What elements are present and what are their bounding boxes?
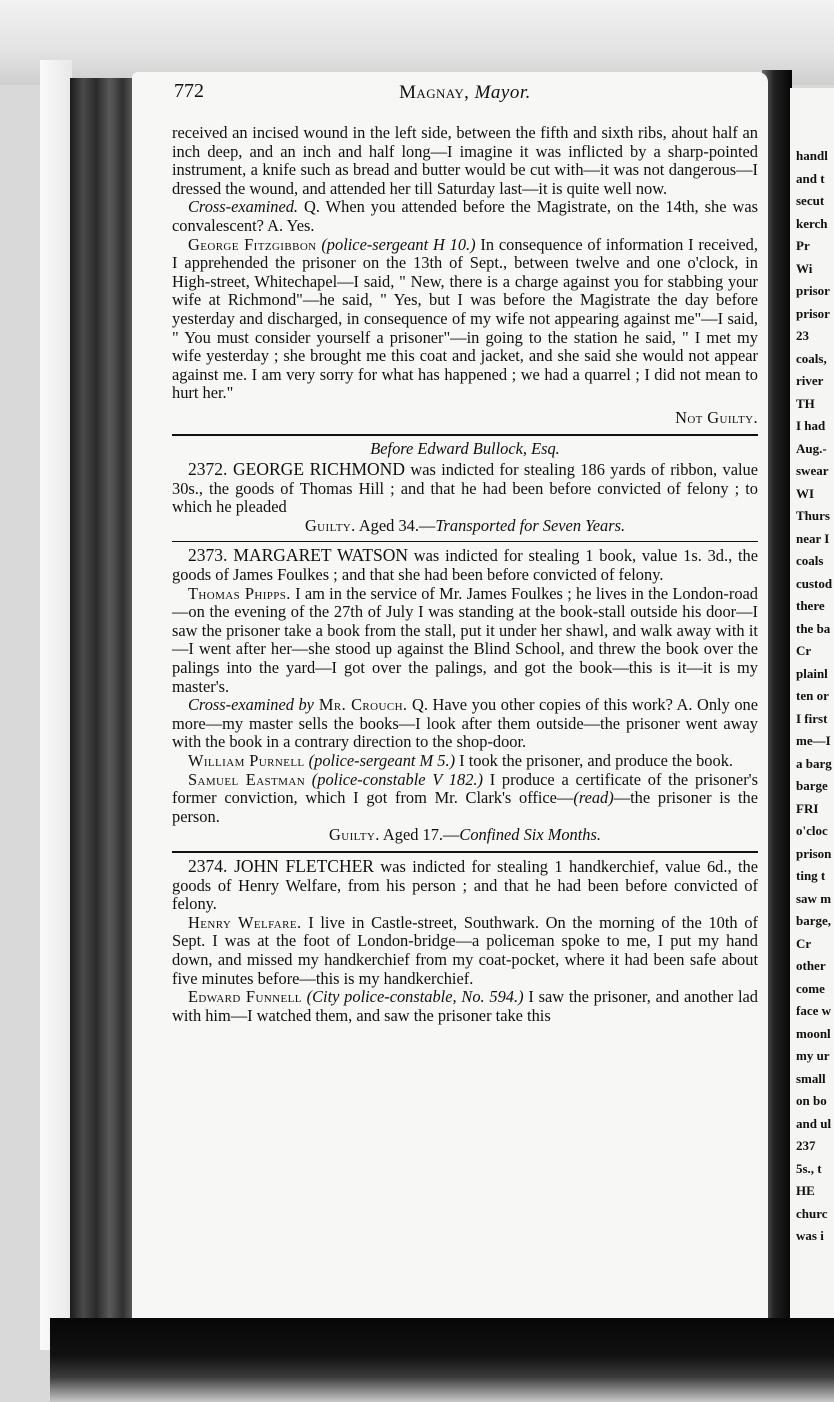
paragraph-funnell <box>172 988 758 1025</box>
case-2373-indictment: was indicted for stealing 1 book, value 1s. 3d., the goods of James Foulkes ; and that she had been before convicted of felony. <box>172 546 758 585</box>
next-page-line-fragment: come <box>796 980 825 996</box>
next-page-line-fragment: secut <box>796 193 825 208</box>
next-page-line-fragment: was i <box>796 1228 824 1243</box>
next-page-line-fragment: swear <box>796 463 829 478</box>
next-page-line-fragment: o'cloc <box>796 823 828 838</box>
left-page-edge <box>40 60 72 1350</box>
next-page-line-fragment: WI <box>796 485 815 501</box>
cross-examination-text: Q. Have you other copies of this work? A. Only one more—my master sells the books—I look after them outside—the prisoner went away with the book in a contrary direction to the shop-door. <box>172 695 759 752</box>
paragraph-eastman <box>172 771 758 827</box>
next-page-line-fragment: a barg <box>796 755 832 771</box>
case-2373-verdict <box>172 826 758 845</box>
witness-role: (police-sergeant H 10.) <box>321 234 476 254</box>
case-2374-heading: 2374. JOHN FLETCHER <box>188 855 374 876</box>
running-title-office: Mayor. <box>474 82 531 103</box>
next-page-line-fragment: custod <box>796 575 833 591</box>
cross-examined-label: Cross-examined. <box>188 197 299 217</box>
case-divider <box>172 434 758 436</box>
witness-testimony: I am in the service of Mr. James Foulkes ; he lives in the London-road—on the evening of the 27th of July I was standing at the book-stall outside his door—I saw the prisoner take a book from the stall, put it under her shawl, and walk away with it—I went after her—she stood up against the Blind School, and threw the book over the palings into the yard—I got over the palings, and got the book—this is it—it is my master's. <box>172 583 758 696</box>
age-text: Aged 34.— <box>355 515 436 535</box>
running-title-name: Magnay, <box>399 82 470 103</box>
bottom-shadow <box>50 1318 834 1402</box>
verdict-label: Guilty. <box>304 515 356 535</box>
next-page-line-fragment: TH <box>796 395 815 411</box>
case-divider <box>172 541 758 542</box>
witness-role: (police-constable V 182.) <box>305 769 483 789</box>
witness-name: Samuel Eastman <box>188 769 306 789</box>
case-2372-indictment: was indicted for stealing 186 yards of ribbon, value 30s., the goods of Thomas Hill ; and that he had been before convicted of felony ; to which he pleaded <box>172 460 759 517</box>
next-page-line-fragment: 237 <box>796 1138 816 1153</box>
next-page-line-fragment: coals <box>796 553 824 568</box>
witness-name: Henry Welfare. <box>188 912 302 932</box>
next-page-line-fragment: coals, <box>796 350 827 366</box>
next-page-line-fragment: and t <box>796 170 825 186</box>
next-page-line-fragment: handl <box>796 148 828 163</box>
cross-examination-text: Q. When you attended before the Magistrate, on the 14th, she was convalescent? A. Yes. <box>172 197 758 235</box>
case-2372-verdict <box>172 517 758 536</box>
next-page-line-fragment: moonl <box>796 1025 831 1041</box>
running-head <box>172 80 758 106</box>
next-page-line-fragment: barge <box>796 778 828 793</box>
next-page-line-fragment: there <box>796 598 825 613</box>
paragraph-cross-examination <box>172 198 758 235</box>
next-page-line-fragment: Cr <box>796 643 812 658</box>
next-page-line-fragment: saw m <box>796 890 832 906</box>
page-text <box>172 124 758 1025</box>
next-page-fragment <box>790 88 834 1318</box>
next-page-line-fragment: me—I <box>796 733 831 748</box>
next-page-line-fragment: I first <box>796 710 828 726</box>
case-2373 <box>172 546 758 584</box>
paragraph-wound-testimony: received an incised wound in the left side, between the fifth and sixth ribs, ahout half an inch deep, and an inch and half long—I imagine it was inflicted by a sharp-pointed instrument, a knife such as bread and butter would be cut with—it was not dangerous—I dressed the wound, and attended her till Saturday last—it is quite well now. <box>172 123 758 198</box>
witness-testimony: I took the prisoner, and produce the book. <box>455 751 733 770</box>
witness-name: Edward Funnell <box>188 987 302 1007</box>
case-2372 <box>172 460 758 517</box>
judge-heading: Before Edward Bullock, Esq. <box>370 438 560 458</box>
next-page-line-fragment: the ba <box>796 620 831 636</box>
next-page-line-fragment: I had <box>796 418 826 433</box>
witness-name: George Fitzgibbon <box>188 234 317 254</box>
next-page-line-fragment: ting t <box>796 868 826 883</box>
next-page-line-fragment: 5s., t <box>796 1160 822 1176</box>
age-text: Aged 17.— <box>379 825 460 845</box>
case-2374 <box>172 857 758 914</box>
witness-testimony: I saw the prisoner, and another lad with him—I watched them, and saw the prisoner take this <box>172 987 758 1025</box>
sentence-text: Transported for Seven Years. <box>435 515 626 535</box>
next-page-line-fragment: barge, <box>796 913 832 928</box>
next-page-line-fragment: Aug.- <box>796 440 827 456</box>
witness-testimony: I produce a certificate of the prisoner's former conviction, which I got from Mr. Clark's office— <box>172 769 758 808</box>
next-page-line-fragment: 23 <box>796 328 809 343</box>
paragraph-phipps-cross <box>172 696 758 752</box>
cross-examined-label: Cross-examined by <box>188 695 314 715</box>
witness-name: William Purnell <box>188 751 305 770</box>
next-page-line-fragment: face w <box>796 1003 832 1018</box>
next-page-line-fragment: FRI <box>796 800 819 816</box>
next-page-line-fragment: my ur <box>796 1048 830 1063</box>
paragraph-welfare <box>172 914 758 988</box>
next-page-line-fragment: prisor <box>796 305 830 321</box>
witness-role: (City police-constable, No. 594.) <box>301 987 524 1007</box>
paragraph-phipps <box>172 585 758 697</box>
witness-testimony: I live in Castle-street, Southwark. On the morning of the 10th of Sept. I was at the foot of London-bridge—a policeman spoke to me, I put my hand down, and missed my handkerchief from my coat-pocket, where it had been safe about five minutes before—this is my handkerchief. <box>172 912 758 988</box>
next-page-line-fragment: near I <box>796 530 830 546</box>
case-2374-indictment: was indicted for stealing 1 handkerchief, value 6d., the goods of Henry Welfare, from his person ; and that he had been before convicted of felony. <box>172 856 759 914</box>
paragraph-purnell <box>172 752 758 771</box>
case-divider <box>172 851 758 853</box>
next-page-line-fragment: Thurs <box>796 508 830 523</box>
next-page-line-fragment: and ul <box>796 1115 832 1131</box>
read-note: (read) <box>573 788 614 808</box>
next-page-line-fragment: kerch <box>796 215 828 231</box>
sentence-text: Confined Six Months. <box>459 825 601 845</box>
paragraph-fitzgibbon <box>172 236 758 403</box>
next-page-line-fragment: churc <box>796 1205 828 1221</box>
next-page-line-fragment: Cr <box>796 935 812 951</box>
counsel-name: Mr. Crouch. <box>313 695 408 715</box>
next-page-line-fragment: other <box>796 958 826 973</box>
next-page-line-fragment: on bo <box>796 1093 827 1108</box>
left-binding-shadow <box>70 78 136 1328</box>
witness-name: Thomas Phipps. <box>188 583 291 603</box>
next-page-line-fragment: HE <box>796 1183 815 1198</box>
next-page-line-fragment: prisor <box>796 283 830 298</box>
next-page-line-fragment: ten or <box>796 688 829 703</box>
next-page-line-fragment: small <box>796 1070 826 1086</box>
witness-role: (police-sergeant M 5.) <box>304 751 456 770</box>
next-page-line-fragment: prison <box>796 845 832 861</box>
next-page-line-fragment: Pr <box>796 238 810 253</box>
case-2372-heading: 2372. GEORGE RICHMOND <box>188 459 405 480</box>
next-page-line-fragment: plainl <box>796 665 828 681</box>
running-title <box>172 82 758 104</box>
verdict-not-guilty: Not Guilty. <box>675 407 758 427</box>
next-page-line-fragment: Wi <box>796 260 813 276</box>
verdict-label: Guilty. <box>329 825 380 845</box>
page-number: 772 <box>174 80 204 102</box>
next-page-line-fragment: river <box>796 373 824 388</box>
witness-testimony: In consequence of information I received, I apprehended the prisoner on the 13th of Sept., between twelve and one o'clock, in High-street, Whitechapel—I said, " New, there is a charge against you for stabbing your wife at Richmond"—he said, " Yes, but I was before the Magistrate the day before yesterday and discharged, in consequence of my wife not appearing against me"—I said, " You must consider yourself a prisoner"—in going to the station he said, " I met my wife yesterday ; she brought me this coat and jacket, and she said she would not appear against me. I am very sorry for what has happened ; we had a quarrel ; I did not mean to hurt her." <box>172 234 758 403</box>
witness-testimony-end: —the prisoner is the person. <box>172 788 759 826</box>
case-2373-heading: 2373. MARGARET WATSON <box>188 545 409 566</box>
